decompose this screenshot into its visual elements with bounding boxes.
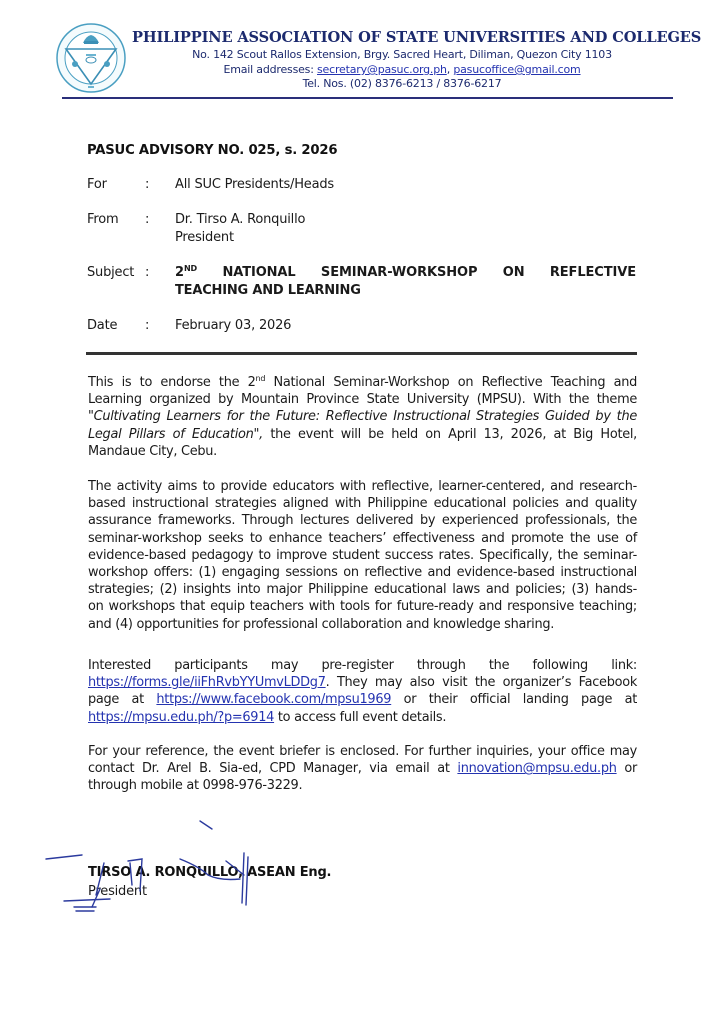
facebook-page-link[interactable]: https://www.facebook.com/mpsu1969 (156, 692, 392, 708)
subject-ordinal: 2 (175, 265, 184, 280)
p2-line: strategies; (2) insights into major Philippine educational laws and policies; (3) hands- (88, 582, 637, 598)
from-value: Dr. Tirso A. Ronquillo (175, 212, 306, 227)
subject-line1-text: NATIONAL SEMINAR-WORKSHOP ON REFLECTIVE (197, 265, 636, 280)
memo-header-divider (86, 352, 637, 355)
email-link-pasucoffice[interactable]: pasucoffice@gmail.com (453, 63, 581, 76)
subject-colon: : (145, 265, 150, 280)
p1-line (88, 408, 637, 425)
from-title: President (175, 230, 234, 245)
organization-name: PHILIPPINE ASSOCIATION OF STATE UNIVERSITIES AND COLLEGES (132, 29, 702, 46)
p1-text: This is to endorse the 2 (88, 375, 256, 390)
p1-line: Learning organized by Mountain Province State University (MPSU). With the theme (88, 392, 637, 408)
date-value: February 03, 2026 (175, 318, 292, 333)
p1-line: Mandaue City, Cebu. (88, 443, 217, 459)
organization-emails (132, 63, 672, 76)
email-link-secretary[interactable]: secretary@pasuc.org.ph (317, 63, 447, 76)
advisory-title: PASUC ADVISORY NO. 025, s. 2026 (87, 143, 338, 158)
p3-text: to access full event details. (274, 709, 447, 725)
p4-text: contact Dr. Arel B. Sia-ed, CPD Manager, via email at (88, 761, 458, 777)
organization-address: No. 142 Scout Rallos Extension, Brgy. Sacred Heart, Diliman, Quezon City 1103 (192, 48, 612, 61)
p1-line (88, 374, 637, 391)
p2-line: and (4) opportunities for professional collaboration and knowledge sharing. (88, 616, 555, 632)
from-label: From (87, 212, 119, 227)
p4-line (88, 760, 637, 777)
p2-line: on workshops that equip teachers with tools for future-ready and responsive teaching; (88, 599, 637, 615)
p3-text: . They may also visit the organizer’s Facebook (325, 675, 637, 691)
p2-line: seminar-workshop seeks to enhance teachers’ effectiveness and promote the use of (88, 530, 637, 546)
p1-line (88, 426, 637, 443)
p3-line (88, 709, 637, 726)
registration-form-link[interactable]: https://forms.gle/iiFhRvbYYUmvLDDg7 (88, 675, 326, 691)
landing-page-link[interactable]: https://mpsu.edu.ph/?p=6914 (88, 709, 275, 725)
for-colon: : (145, 177, 150, 192)
theme-text: Legal Pillars of Education", (88, 426, 263, 442)
p1-ordinal-suffix: nd (255, 374, 266, 383)
paragraph-inquiries (88, 743, 637, 795)
p3-line (88, 674, 637, 691)
signatory-title: President (88, 884, 147, 899)
paragraph-registration (88, 657, 637, 726)
date-colon: : (145, 318, 150, 333)
p4-text: or (616, 761, 637, 777)
p3-text: or their official landing page at (391, 692, 637, 708)
paragraph-activity-aims (88, 478, 637, 633)
p2-line: workshop offers: (1) engaging sessions on reflective and evidence-based instructional (88, 565, 637, 581)
organization-telephone: Tel. Nos. (02) 8376-6213 / 8376-6217 (302, 77, 502, 90)
for-label: For (87, 177, 107, 192)
p2-line: based instructional strategies aligned with Philippine educational policies and quality (88, 496, 637, 512)
email-label: Email addresses: (223, 63, 318, 76)
date-label: Date (87, 318, 118, 333)
p4-line: For your reference, the event briefer is enclosed. For further inquiries, your office may (88, 744, 637, 759)
theme-text: "Cultivating Learners for the Future: Reflective Instructional Strategies Guided by the (88, 409, 637, 425)
paragraph-endorsement (88, 374, 637, 460)
p2-line: assurance frameworks. Through lectures delivered by experienced professionals, the (88, 513, 637, 529)
p3-line (88, 691, 637, 708)
p1-text: the event will be held on April 13, 2026, at Big Hotel, (262, 426, 637, 442)
signatory-name: TIRSO A. RONQUILLO, ASEAN Eng. (88, 865, 332, 880)
pasuc-seal-logo-icon (55, 22, 127, 94)
from-colon: : (145, 212, 150, 227)
p4-line: through mobile at 0998-976-3229. (88, 778, 303, 794)
p3-line: Interested participants may pre-register through the following link: (88, 658, 637, 673)
subject-label: Subject (87, 265, 135, 280)
p2-line: The activity aims to provide educators with reflective, learner-centered, and research- (88, 479, 637, 494)
p1-text: National Seminar-Workshop on Reflective Teaching and (265, 375, 637, 390)
subject-value-line2: TEACHING AND LEARNING (175, 283, 361, 298)
subject-ordinal-suffix: ND (183, 264, 198, 273)
letterhead-divider (62, 97, 673, 99)
for-value: All SUC Presidents/Heads (175, 177, 334, 192)
subject-value-line1 (175, 264, 636, 282)
contact-email-link[interactable]: innovation@mpsu.edu.ph (457, 761, 617, 777)
email-separator: , (446, 63, 454, 76)
p2-line: evidence-based pedagogy to improve student success rates. Specifically, the seminar- (88, 547, 637, 563)
p3-text: page at (88, 692, 157, 708)
